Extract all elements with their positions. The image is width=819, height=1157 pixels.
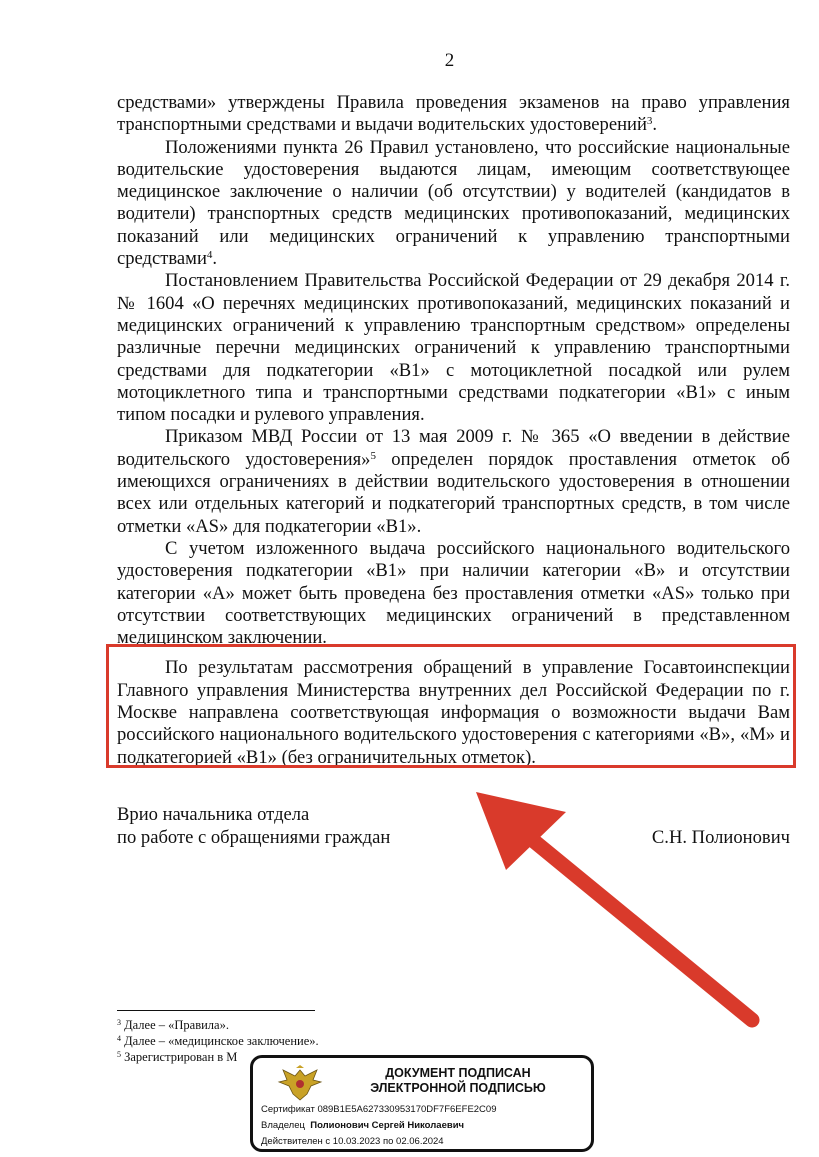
arrow-pointer-icon xyxy=(470,770,770,1040)
paragraph-4: Приказом МВД России от 13 мая 2009 г. № 365 «О введении в действие водительского удостоверения»$^5$ определен порядок проставления отметок об имеющихся ограничениях в действии водительского удостоверения в отношении всех или отдельных категорий и подкатегорий транспортных средств, в том числе отметки «AS» для подкатегории «B1». xyxy=(117,426,790,537)
paragraph-3: Постановлением Правительства Российской Федерации от 29 декабря 2014 г. № 1604 «О перечнях медицинских противопоказаний, медицинских показаний и медицинских ограничений к управлению транспортным средством» определены различные перечни медицинских ограничений к управлению транспортными средствами для подкатегории «B1» с мотоциклетной посадкой или рулем мотоциклетного типа и транспортными средствами подкатегории «B1» с иным типом посадки и рулевого управления. xyxy=(117,270,790,426)
footnote-3: $^3$ Далее – «Правила». xyxy=(117,1018,229,1032)
stamp-title xyxy=(333,1066,583,1096)
footnote-separator xyxy=(117,1010,315,1011)
signatory-position-line2: по работе с обращениями граждан xyxy=(117,827,391,848)
footnote-5: $^5$ Зарегистрирован в М xyxy=(117,1050,238,1064)
stamp-certificate xyxy=(261,1104,497,1115)
signatory-position xyxy=(117,803,390,849)
double-headed-eagle-emblem-icon xyxy=(275,1064,325,1104)
stamp-title-line2: ЭЛЕКТРОННОЙ ПОДПИСЬЮ xyxy=(370,1081,546,1095)
stamp-owner-label: Владелец xyxy=(261,1120,305,1131)
paragraph-2: Положениями пункта 26 Правил установлено, что российские национальные водительские удостоверения выдаются лицам, имеющим соответствующее медицинское заключение о наличии (об отсутствии) у водителей (кандидатов в водители) транспортных средств медицинских противопоказаний, медицинских показаний или медицинских ограничений к управлению транспортными средствами$^4$. xyxy=(117,136,790,270)
stamp-certificate-label: Сертификат xyxy=(261,1104,315,1115)
paragraph-6-highlighted: По результатам рассмотрения обращений в управление Госавтоинспекции Главного управления Министерства внутренних дел Российской Федерации по г. Москве направлена соответствующая информация о возможности выдачи Вам российского национального водительского удостоверения с категориями «B», «M» и подкатегорией «B1» (без ограничительных отметок). xyxy=(117,657,790,768)
stamp-owner-value: Полионович Сергей Николаевич xyxy=(310,1120,465,1131)
paragraph-1: средствами» утверждены Правила проведения экзаменов на право управления транспортными средствами и выдачи водительских удостоверений$^3$. xyxy=(117,92,790,136)
stamp-validity: Действителен с 10.03.2023 по 02.06.2024 xyxy=(261,1136,444,1147)
page-number: 2 xyxy=(444,50,455,71)
stamp-title-line1: ДОКУМЕНТ ПОДПИСАН xyxy=(385,1066,531,1080)
signatory-name: С.Н. Полионович xyxy=(651,827,790,848)
electronic-signature-stamp xyxy=(250,1055,594,1152)
paragraph-5: С учетом изложенного выдача российского национального водительского удостоверения подкатегории «B1» при наличии категории «B» и отсутствии категории «A» может быть проведена без проставления отметки «AS» только при отсутствии соответствующих медицинских ограничений в представленном медицинском заключении. xyxy=(117,537,790,649)
footnote-4: $^4$ Далее – «медицинское заключение». xyxy=(117,1034,319,1048)
signatory-position-line1: Врио начальника отдела xyxy=(117,804,310,825)
highlight-box xyxy=(106,644,796,768)
stamp-certificate-value: 089B1E5A627330953170DF7F6EFE2C09 xyxy=(317,1104,497,1115)
stamp-owner xyxy=(261,1120,464,1131)
